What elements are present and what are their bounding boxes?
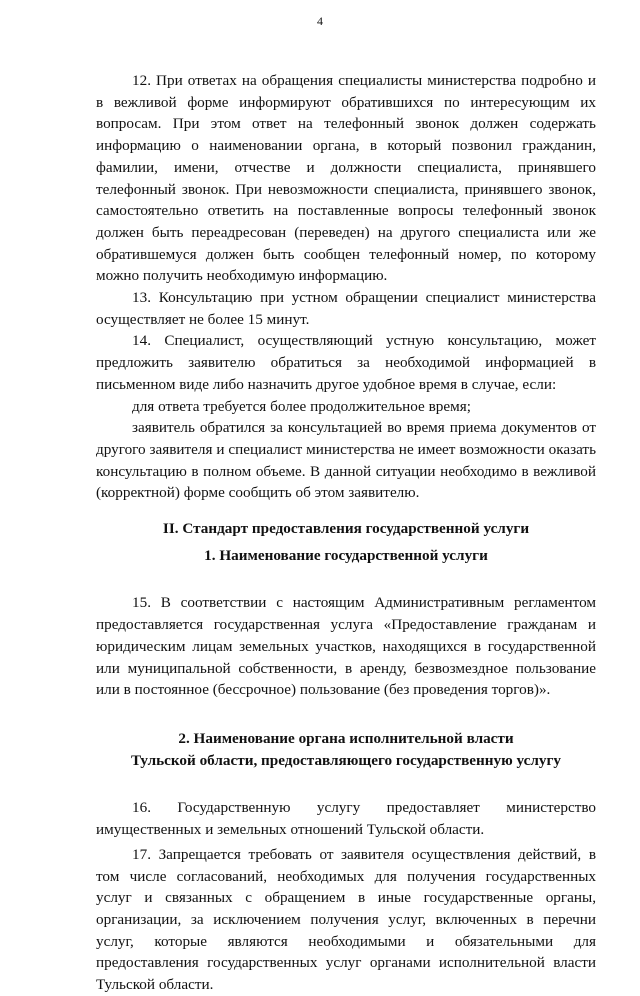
subsection-1-title: 1. Наименование государственной услуги [204, 546, 488, 564]
page-number: 4 [317, 14, 323, 28]
paragraph-14-case-2: заявитель обратился за консультацией во время приема документов от другого заявителя и специалист министерства не имеет возможности оказать консультацию в полном объеме. В данной ситуации необходимо в вежливой (корректной) форме сообщить об этом заявителю. [96, 419, 596, 502]
subsection-2-title [96, 728, 596, 771]
paragraph-15: 15. В соответствии с настоящим Административным регламентом предоставляется государственная услуга «Предоставление гражданам и юридическим лицам земельных участков, находящихся в государственной или муниципальной собственности, в аренду, безвозмездное пользование или в постоянное (бессрочное) пользование (без проведения торгов)». [96, 594, 596, 699]
paragraph-16: 16. Государственную услугу предоставляет министерство имущественных и земельных отношений Тульской области. [96, 799, 596, 839]
section-title: II. Стандарт предоставления государственной услуги [162, 520, 530, 538]
paragraph-12: 12. При ответах на обращения специалисты министерства подробно и в вежливой форме информируют обратившихся по интересующим их вопросам. При этом ответ на телефонный звонок должен содержать информацию о наименовании органа, в который позвонил гражданин, фамилии, имени, отчестве и должности специалиста, принявшего телефонный звонок. При невозможности специалиста, принявшего звонок, самостоятельно ответить на поставленные вопросы телефонный звонок должен быть переадресован (переведен) на другого специалиста или же обратившемуся должен быть сообщен телефонный номер, по которому можно получить необходимую информацию. [96, 72, 596, 285]
paragraph-14: 14. Специалист, осуществляющий устную консультацию, может предложить заявителю обратиться за необходимой информацией в письменном виде либо назначить другое удобное время в случае, если: [96, 332, 596, 393]
subsection-2-title-line-2: Тульской области, предоставляющего государственную услугу [131, 751, 561, 769]
paragraph-13: 13. Консультацию при устном обращении специалист министерства осуществляет не более 15 минут. [96, 289, 596, 328]
paragraph-14-case-1: для ответа требуется более продолжительное время; [132, 397, 471, 415]
paragraph-17: 17. Запрещается требовать от заявителя осуществления действий, в том числе согласований, необходимых для получения государственных услуг и связанных с обращением в иные государственные органы, организации, за исключением получения услуг, включенных в перечни услуг, которые являются необходимыми и обязательными для предоставления государственных услуг органами исполнительной власти Тульской области. [96, 845, 596, 994]
subsection-2-title-line-1: 2. Наименование органа исполнительной власти [178, 729, 514, 747]
document-body [96, 70, 596, 996]
